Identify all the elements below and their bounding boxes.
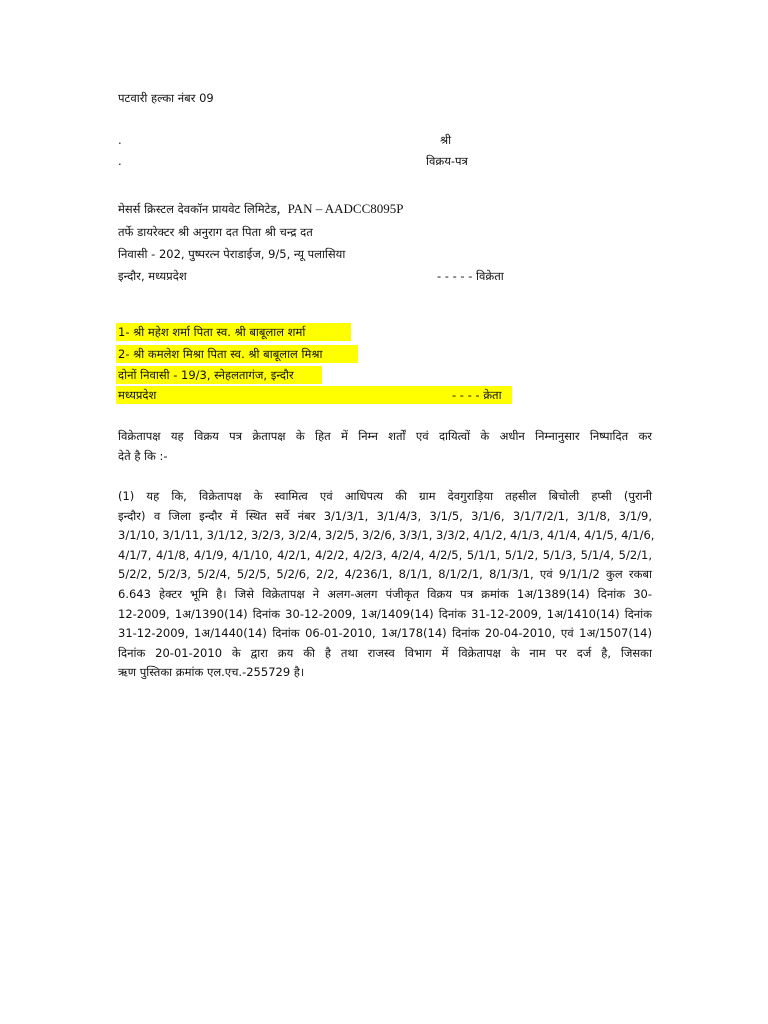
clause-1-line: 3/1/10, 3/1/11, 3/1/12, 3/2/3, 3/2/4, 3/2/5, 3/2/6, 3/3/1, 3/3/2, 4/1/2, 4/1/3, 4/1/4, 4/1/5, 4/1/6, (118, 528, 655, 543)
patwari-halka-number: पटवारी हल्का नंबर 09 (118, 91, 214, 105)
clause-1-line: (1) यह कि, विक्रेतापक्ष के स्वामित्व एवं आधिपत्य की ग्राम देवगुराड़िया तहसील बिचोली हप्सी (पुरानी (118, 489, 652, 503)
seller-director-line: तर्फे डायरेक्टर श्री अनुराग दत पिता श्री चन्द्र दत (118, 225, 313, 239)
clause-1-line: 31-12-2009, 1अ/1440(14) दिनांक 06-01-2010, 1अ/178(14) दिनांक 20-04-2010, एवं 1अ/1507(14) (118, 626, 652, 641)
dot-marker-1: . (118, 133, 122, 147)
seller-name-line (118, 201, 403, 217)
clause-1-paragraph (118, 487, 655, 683)
clause-1-line: दिनांक 20-01-2010 के द्वारा क्रय की है तथा राजस्व विभाग में विक्रेतापक्ष के नाम पर दर्ज है, जिसका (118, 645, 652, 660)
document-title: विक्रय-पत्र (426, 154, 468, 168)
shri-heading: श्री (440, 133, 452, 147)
seller-role-label: - - - - - विक्रेता (437, 269, 504, 283)
clause-1-line: इन्दौर) व जिला इन्दौर में स्थित सर्वे नंबर 3/1/3/1, 3/1/4/3, 3/1/5, 3/1/6, 3/1/7/2/1, 3/1/8, 3/1/9, (118, 508, 652, 523)
seller-company-name: मेसर्स क्रिस्टल देवकॉन प्रायवेट लिमिटेड (118, 202, 277, 216)
intro-paragraph (118, 427, 652, 466)
buyer-line-3: दोनों निवासी - 19/3, स्नेहलतागंज, इन्दौर (118, 368, 294, 382)
seller-city-line: इन्दौर, मध्यप्रदेश (118, 269, 187, 283)
buyer-line-2: 2- श्री कमलेश मिश्रा पिता स्व. श्री बाबूलाल मिश्रा (118, 347, 323, 361)
buyer-line-1: 1- श्री महेश शर्मा पिता स्व. श्री बाबूलाल शर्मा (118, 325, 306, 339)
buyer-line-4: मध्यप्रदेश (118, 388, 157, 402)
clause-1-line: 6.643 हेक्टर भूमि है। जिसे विक्रेतापक्ष ने अलग-अलग पंजीकृत विक्रय पत्र क्रमांक 1अ/1389(14) दिनांक 30- (118, 586, 652, 601)
clause-1-line: 4/1/7, 4/1/8, 4/1/9, 4/1/10, 4/2/1, 4/2/2, 4/2/3, 4/2/4, 4/2/5, 5/1/1, 5/1/2, 5/1/3, 5/1/4, 5/2/1, (118, 547, 652, 562)
seller-comma: , (276, 201, 281, 217)
clause-1-line: 12-2009, 1अ/1390(14) दिनांक 30-12-2009, 1अ/1409(14) दिनांक 31-12-2009, 1अ/1410(14) दिनांक (118, 606, 652, 621)
buyer-role-label: - - - - क्रेता (452, 388, 502, 402)
clause-1-line: ऋण पुस्तिका क्रमांक एल.एच.-255729 है। (118, 665, 305, 680)
seller-address-line: निवासी - 202, पुष्परत्न पेराडाईज, 9/5, न्यू पलासिया (118, 247, 346, 261)
intro-line-1: विक्रेतापक्ष यह विक्रय पत्र क्रेतापक्ष के हित में निम्न शर्तों एवं दायित्वों के अधीन निम्नानुसार निष्पादित कर (118, 429, 652, 443)
seller-pan: PAN – AADCC8095P (287, 201, 404, 216)
dot-marker-2: . (118, 154, 122, 168)
clause-1-line: 5/2/2, 5/2/3, 5/2/4, 5/2/5, 5/2/6, 2/2, 4/236/1, 8/1/1, 8/1/2/1, 8/1/3/1, एवं 9/1/1/2 कुल रकबा (118, 567, 652, 582)
intro-line-2: देते है कि :- (118, 448, 168, 463)
